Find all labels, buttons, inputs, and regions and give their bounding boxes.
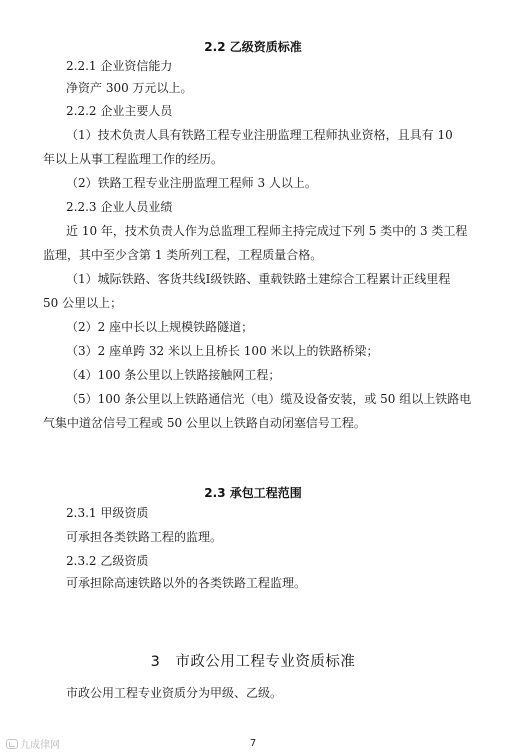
list-item: （2）2 座中长以上规模铁路隧道；	[66, 320, 254, 334]
paragraph-line: 近 10 年，技术负责人作为总监理工程师主持完成过下列 5 类中的 3 类工程	[66, 224, 468, 238]
subsection-title-2-3-2: 2.3.2 乙级资质	[66, 554, 149, 568]
section-heading-2-3: 2.3 承包工程范围	[204, 486, 302, 500]
list-item: （3）2 座单跨 32 米以上且桥长 100 米以上的铁路桥梁；	[66, 344, 379, 358]
subsection-title-2-3-1: 2.3.1 甲级资质	[66, 506, 149, 520]
paragraph: 净资产 300 万元以上。	[66, 81, 193, 95]
chapter-heading-3: 3 市政公用工程专业资质标准	[150, 654, 356, 670]
list-item: （4）100 条公里以上铁路接触网工程；	[66, 368, 281, 382]
paragraph-line: 年以上从事工程监理工作的经历。	[43, 152, 224, 166]
page-number: 7	[249, 738, 257, 749]
paragraph: 市政公用工程专业资质分为甲级、乙级。	[66, 686, 283, 700]
watermark-text: 九成律网	[20, 740, 60, 751]
paragraph: 可承担各类铁路工程的监理。	[66, 530, 223, 544]
paragraph: （2）铁路工程专业注册监理工程师 3 人以上。	[66, 176, 317, 190]
paragraph-line: （1）技术负责人具有铁路工程专业注册监理工程师执业资格，且具有 10	[66, 128, 453, 142]
section-heading-2-2: 2.2 乙级资质标准	[204, 40, 302, 54]
subsection-title-2-2-3: 2.2.3 企业人员业绩	[66, 200, 173, 214]
list-item-line: 50 公里以上；	[43, 296, 123, 310]
list-item-line: （5）100 条公里以上铁路通信光（电）缆及设备安装，或 50 组以上铁路电	[66, 392, 472, 406]
paragraph: 可承担除高速铁路以外的各类铁路工程监理。	[66, 576, 307, 590]
list-item-line: （1）城际铁路、客货共线Ⅰ级铁路、重载铁路土建综合工程累计正线里程	[66, 272, 451, 286]
subsection-title-2-2-2: 2.2.2 企业主要人员	[66, 104, 173, 118]
list-item-line: 气集中道岔信号工程或 50 公里以上铁路自动闭塞信号工程。	[43, 416, 366, 430]
subsection-title-2-2-1: 2.2.1 企业资信能力	[66, 59, 173, 73]
paragraph-line: 监理，其中至少含第 1 类所列工程，工程质量合格。	[43, 248, 323, 262]
